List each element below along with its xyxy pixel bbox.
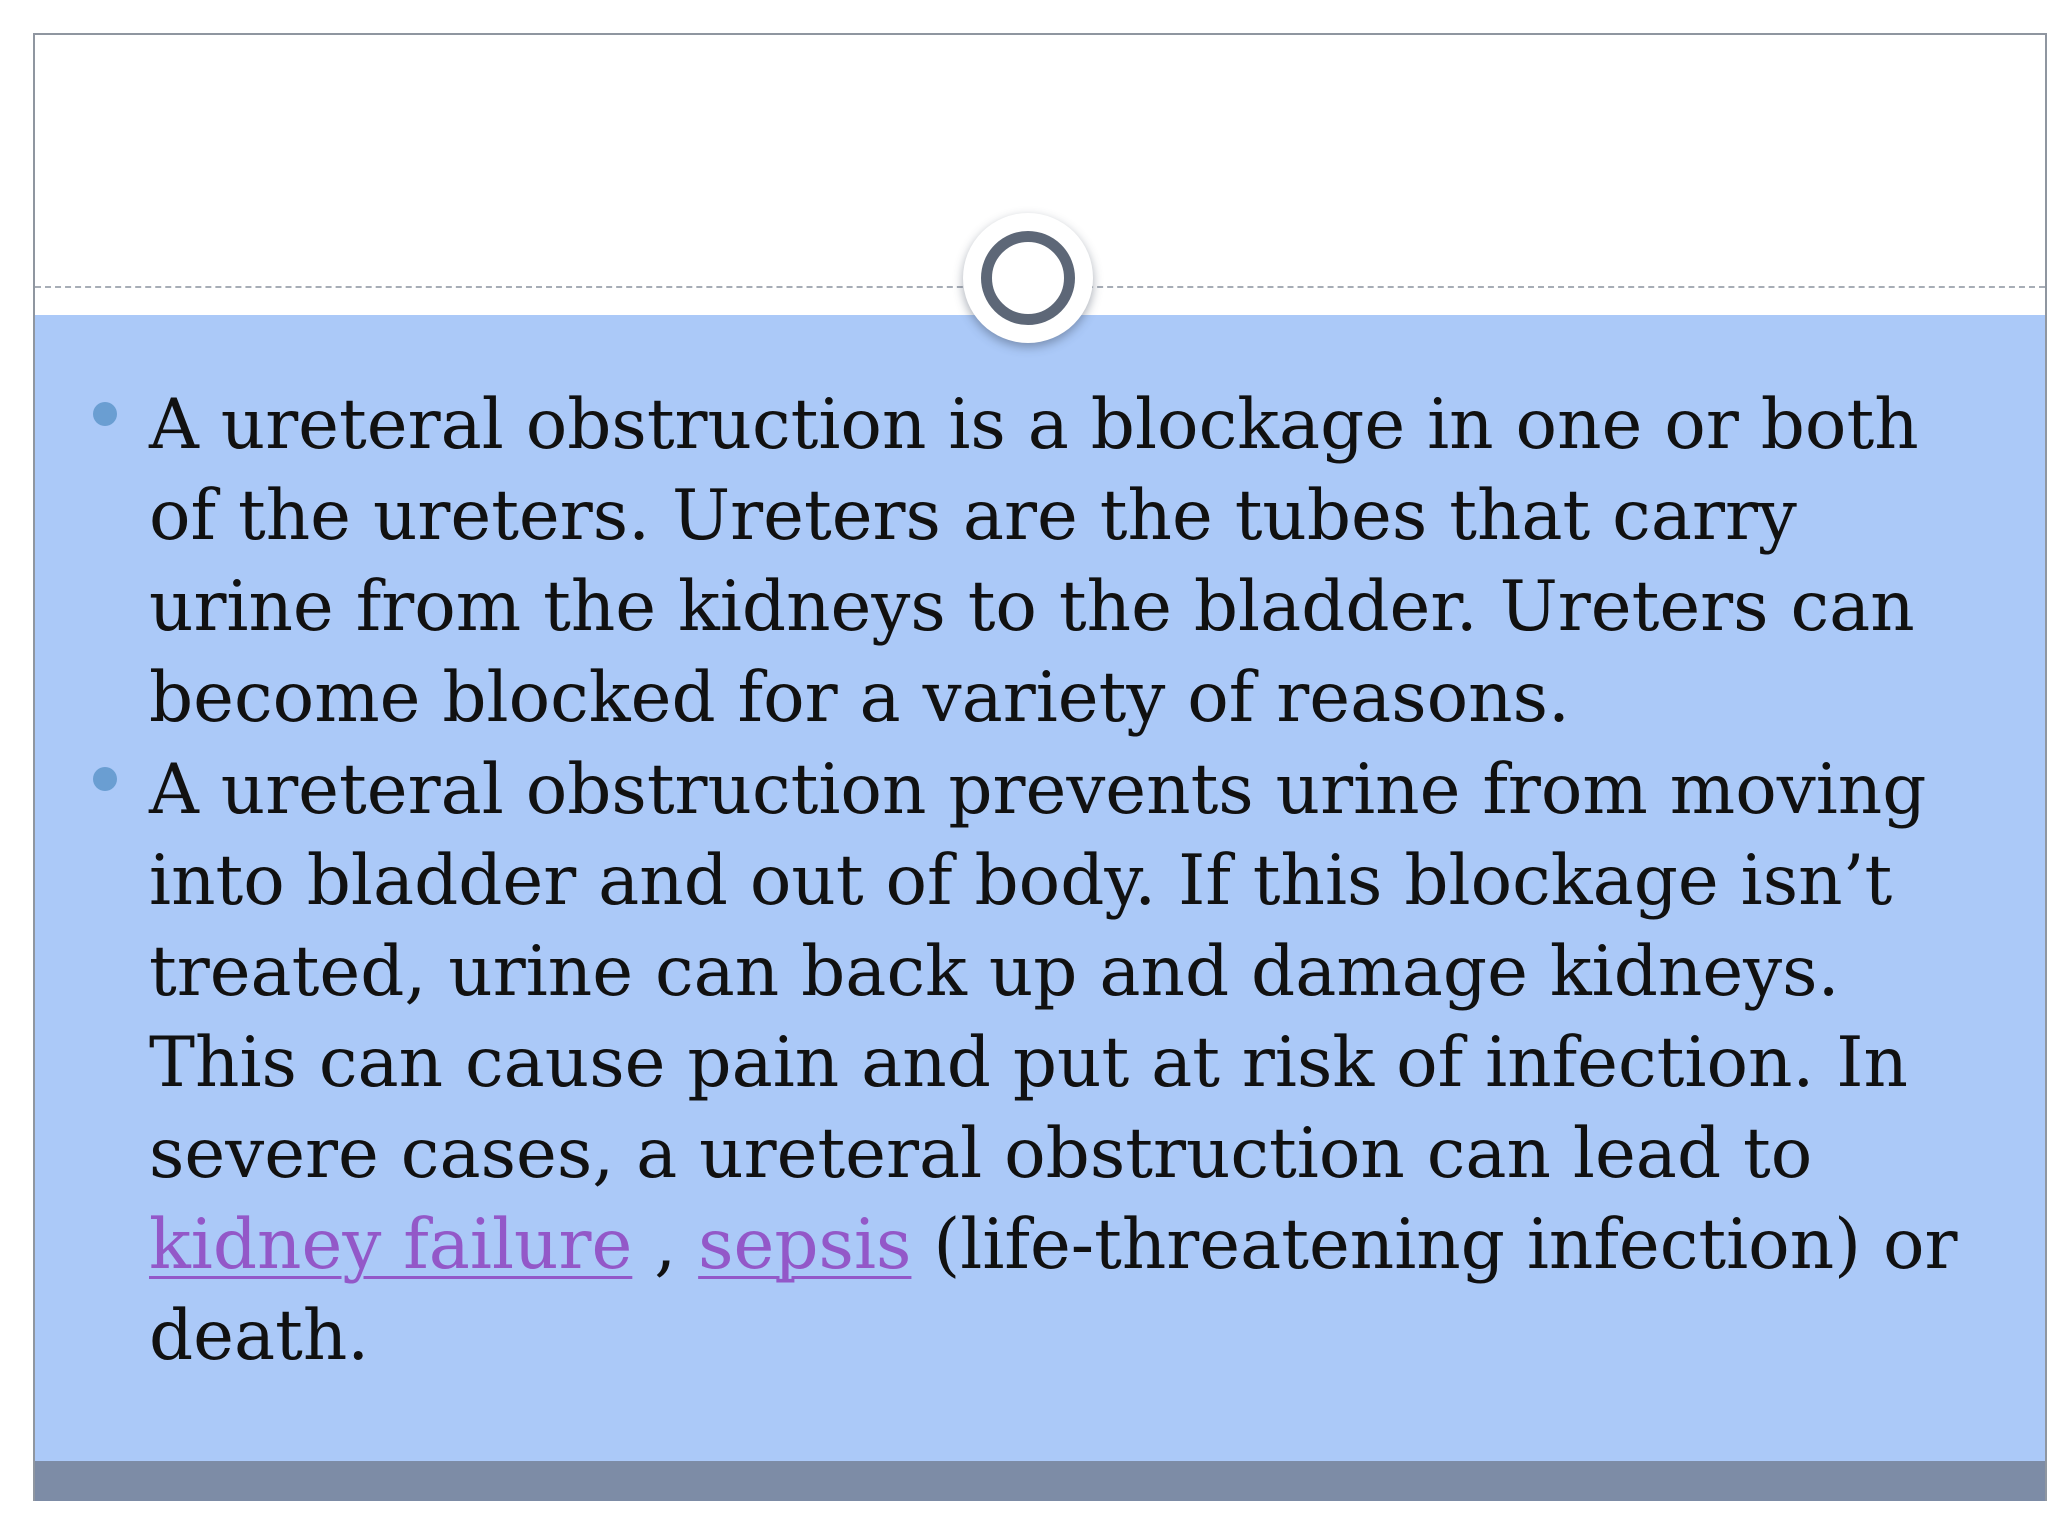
bullet-item-2 (35, 745, 2045, 1382)
circle-ring-icon (963, 213, 1093, 343)
ring (981, 231, 1075, 325)
bullet-dot-icon (93, 767, 117, 791)
slide-footer-bar (35, 1461, 2045, 1501)
bullet-text-end: (life-threatening infection) or death. (149, 1205, 1958, 1376)
bullet-text: A ureteral obstruction is a blockage in one or both of the ureters. Ureters are the tubes that carry urine from the kidneys to the bladder. Ureters can become blocked for a variety of reasons. (149, 385, 1919, 738)
kidney-failure-link[interactable]: kidney failure (149, 1205, 633, 1285)
bullet-item-1 (35, 380, 2045, 744)
sepsis-link[interactable]: sepsis (698, 1205, 912, 1285)
slide (33, 33, 2047, 1501)
bullet-separator: , (632, 1205, 699, 1285)
bullet-list (35, 380, 2045, 1382)
bullet-text: A ureteral obstruction prevents urine from moving into bladder and out of body. If this blockage isn’t treated, urine can back up and damage kidneys. This can cause pain and put at risk of infection. In severe cases, a ureteral obstruction can lead to (149, 750, 1927, 1194)
bullet-dot-icon (93, 402, 117, 426)
